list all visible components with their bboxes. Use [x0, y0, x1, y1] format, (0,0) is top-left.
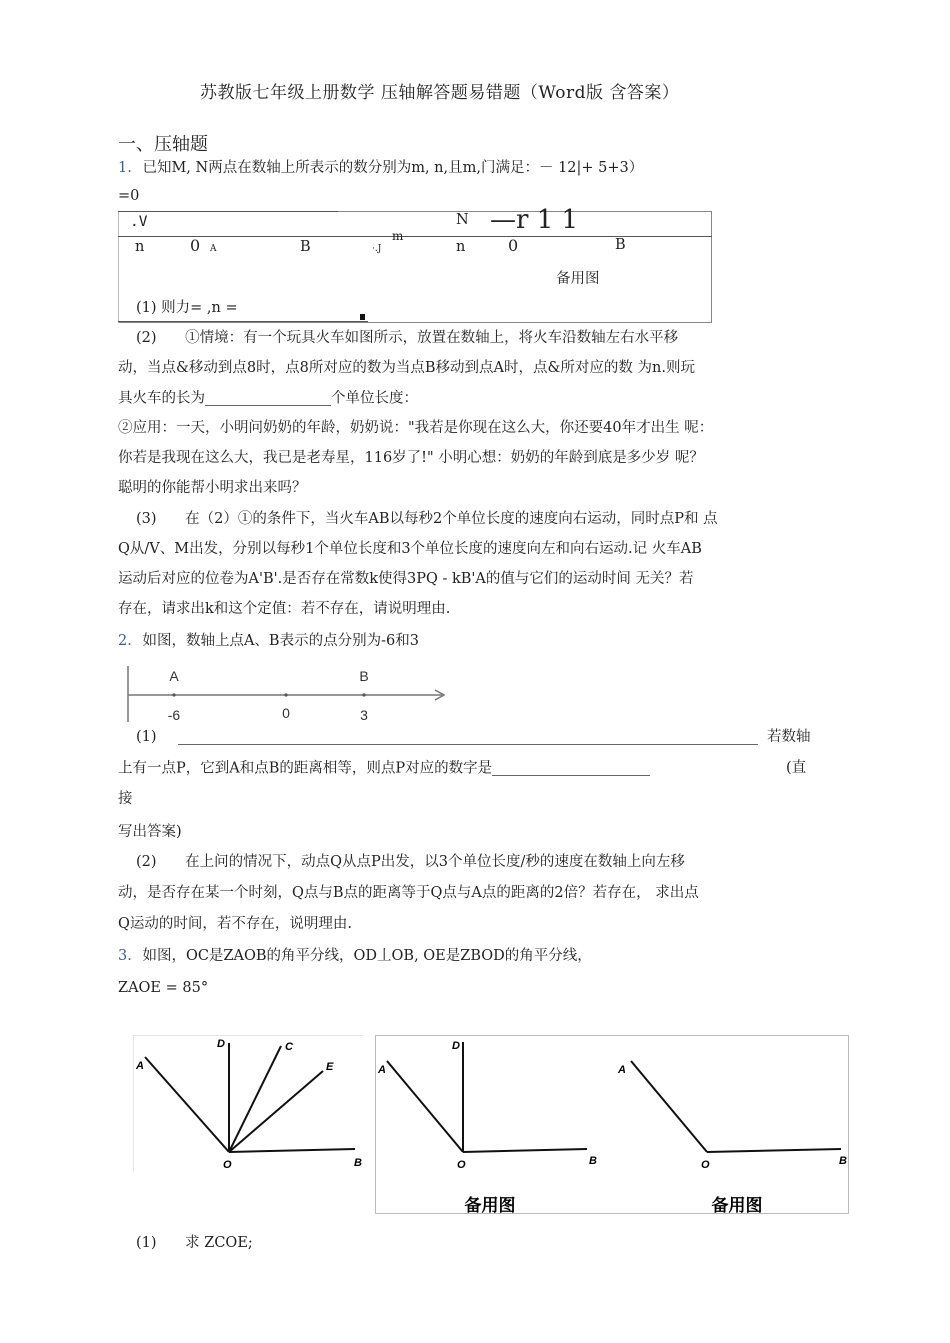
q1-square-mark — [360, 314, 365, 320]
q3-p1-text: 求 ZCOE; — [185, 1235, 253, 1251]
q1-b-left: B — [300, 239, 311, 255]
q1-p3-line3: 运动后对应的位卷为A'B'.是否存在常数k使得3PQ - kB'A的值与它们的运动时间 无关？若 — [118, 571, 694, 587]
q2-number: 2. — [118, 633, 132, 649]
q1-zero-right: 0 — [508, 236, 519, 255]
q1-p2-line2: 动，当点&移动到点8时，点8所对应的数为当点B移动到点A时，点&所对应的数 为n.则玩 — [118, 360, 695, 376]
q3-p1-label: (1) — [136, 1235, 157, 1251]
q3-backup1-ray-ob — [463, 1149, 587, 1152]
q1-number: 1. — [118, 160, 132, 176]
q1-top-rule — [118, 211, 338, 212]
q1-ocr-noise: —r 1 1 — [490, 205, 579, 235]
q3-backup-border — [376, 1036, 849, 1214]
q3-backup1-label-d: D — [452, 1040, 460, 1052]
q1-p2-line4: ②应用：一天，小明问奶奶的年龄，奶奶说："我若是你现在这么大，你还要40年才出生 呢： — [118, 420, 714, 436]
q3-label-o: O — [223, 1159, 232, 1171]
q3-label-e: E — [326, 1061, 334, 1073]
q1-p2-line3-post: 个单位长度： — [331, 390, 418, 407]
q2-p2-label: (2) — [136, 854, 157, 870]
q1-v-label: .V — [130, 214, 148, 230]
q3-backup1-label-b: B — [589, 1155, 597, 1167]
q1-p2-text1: ①情境：有一个玩具火车如图所示，放置在数轴上，将火车沿数轴左右水平移 — [185, 330, 679, 346]
q3-label-d: D — [217, 1038, 225, 1050]
q2-p1-line2 — [118, 761, 650, 776]
q2-label-b: B — [359, 668, 369, 684]
q1-stem: 已知M, N两点在数轴上所表示的数分别为m, n,且m,门满足：－ 12|+ 5+3） — [142, 160, 644, 176]
q1-p2-line5: 你若是我现在这么大，我已是老寿星，116岁了!" 小明心想：奶奶的年龄到底是多少岁 呢？ — [118, 450, 704, 466]
q2-tick-0 — [284, 693, 287, 696]
q3-label-a: A — [136, 1060, 144, 1072]
q3-backup1-label-o: O — [457, 1159, 466, 1171]
q2-stem-line — [118, 634, 419, 649]
q3-p1-line — [136, 1236, 253, 1251]
q2-value-b: 3 — [360, 707, 368, 723]
q1-p3-line2: Q从/V、M出发，分别以每秒1个单位长度和3个单位长度的速度向左和向右运动.记 火车AB — [118, 541, 702, 557]
q3-ray-oe — [229, 1071, 323, 1152]
q1-p2-line1 — [136, 331, 678, 346]
q2-p1-line4: 写出答案) — [118, 824, 182, 840]
q2-p1-line1 — [136, 730, 157, 745]
q3-backup2-ray-ob — [707, 1149, 841, 1152]
q2-number-line-figure — [120, 662, 455, 724]
q1-p3-text1: 在（2）①的条件下，当火车AB以每秒2个单位长度的速度向右运动，同时点P和 点 — [185, 511, 718, 527]
q3-backup1-label-a: A — [378, 1064, 386, 1076]
q1-p2-line6: 聪明的你能帮小明求出来吗？ — [118, 480, 307, 496]
q2-value-a: -6 — [167, 707, 181, 723]
q1-n-right: n — [456, 239, 466, 255]
q3-backup2-label-o: O — [701, 1159, 710, 1171]
q1-p3-label: (3) — [136, 511, 157, 527]
q1-b-right: B — [615, 237, 626, 253]
q1-part1: (1) 则力= ,n = — [136, 300, 238, 316]
q2-p2-line2: 动，是否存在某一个时刻，Q点与B点的距离等于Q点与A点的距离的2倍？若存在， 求出点 — [118, 885, 699, 901]
q1-p2-line3-pre: 具火车的长为 — [118, 390, 205, 407]
q3-backup2-ray-oa — [631, 1061, 707, 1152]
q3-number: 3. — [118, 948, 132, 964]
q1-n-left: n — [135, 239, 145, 255]
q2-p1-long-blank[interactable] — [178, 744, 758, 745]
q2-tick-a — [172, 693, 175, 696]
q3-label-c: C — [285, 1041, 293, 1053]
q3-backup1-caption: 备用图 — [464, 1196, 516, 1215]
page-title: 苏教版七年级上册数学 压轴解答题易错题（Word版 含答案） — [200, 83, 680, 103]
q3-ray-ob — [229, 1149, 355, 1152]
q3-stem-line — [118, 949, 592, 964]
q2-p1-line2-pre: 上有一点P，它到A和点B的距离相等，则点P对应的数字是 — [118, 760, 493, 777]
q2-p1-line2-post: (直 — [786, 760, 807, 776]
q3-stem-cont: ZAOE = 85° — [118, 980, 209, 996]
q3-backup2-caption: 备用图 — [711, 1196, 763, 1215]
q1-answer-blank[interactable] — [205, 391, 331, 406]
q3-backup2-label-a: A — [618, 1064, 626, 1076]
q3-backup2-label-b: B — [839, 1155, 847, 1167]
q2-stem: 如图，数轴上点A、B表示的点分别为-6和3 — [142, 633, 419, 649]
q2-p2-line3: Q运动的时间，若不存在，说明理由. — [118, 916, 352, 932]
section-title: 一、压轴题 — [118, 134, 208, 155]
q1-dot-j: ·.J — [372, 244, 382, 254]
q3-stem: 如图，OC是ZAOB的角平分线，OD丄OB, OE是ZBOD的角平分线， — [142, 948, 592, 964]
q1-bottom-rule — [118, 321, 368, 322]
q1-p2-line3 — [118, 391, 418, 406]
q1-m-label: m — [392, 229, 404, 243]
q2-p1-line3: 接 — [118, 791, 133, 807]
q1-p2-label: (2) — [136, 330, 157, 346]
q3-label-b: B — [354, 1157, 362, 1169]
q1-N-label: N — [456, 212, 469, 228]
q2-tick-b — [362, 693, 365, 696]
q1-stem-cont: =0 — [118, 188, 140, 204]
q1-p3-line1 — [136, 512, 718, 527]
q2-p2-text1: 在上问的情况下，动点Q从点P出发，以3个单位长度/秒的速度在数轴上向左移 — [185, 854, 685, 870]
q2-p1-tail: 若数轴 — [767, 729, 811, 745]
q2-answer-blank[interactable] — [492, 761, 650, 776]
q1-p3-line4: 存在，请求出k和这个定值：若不存在，请说明理由. — [118, 601, 451, 617]
q3-ray-oc — [229, 1046, 281, 1152]
q2-value-0: 0 — [282, 705, 290, 721]
q2-p1-label: (1) — [136, 729, 157, 745]
q1-backup-caption: 备用图 — [556, 271, 600, 287]
q1-stem-line — [118, 161, 643, 176]
q3-ray-oa — [145, 1057, 229, 1152]
q3-backup1-ray-oa — [387, 1061, 463, 1152]
q1-zero-left: 0 — [190, 236, 201, 255]
q3-main-angle-figure — [133, 1035, 363, 1175]
q3-backup-figures — [375, 1035, 849, 1215]
q1-a-small: A — [210, 244, 217, 254]
q2-label-a: A — [169, 668, 179, 684]
q2-p2-line1 — [136, 855, 685, 870]
